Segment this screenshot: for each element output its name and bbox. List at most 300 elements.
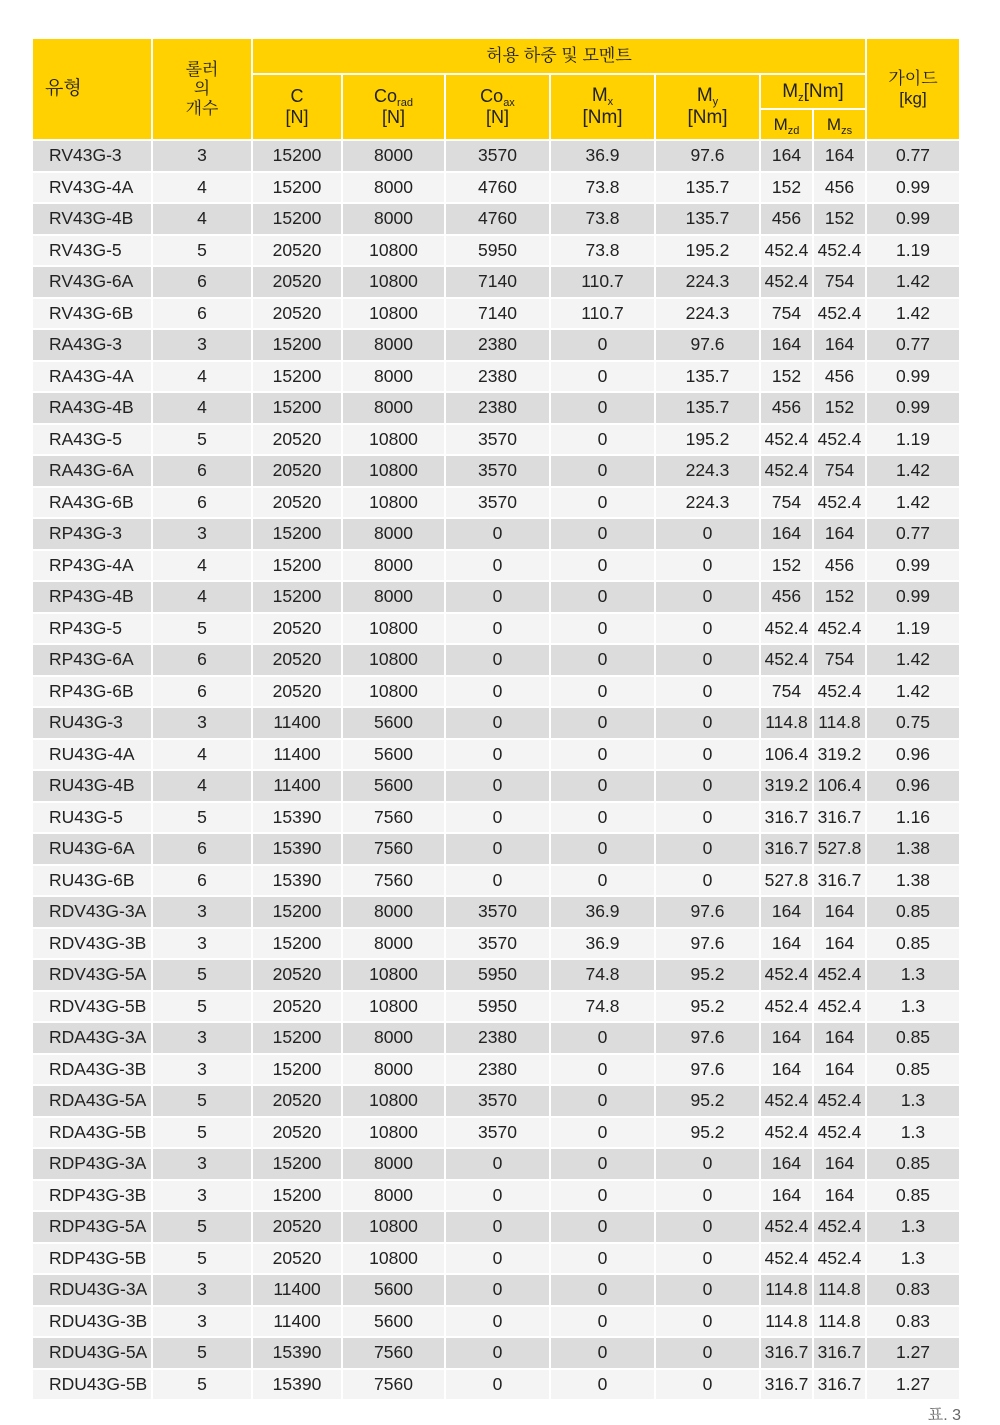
cell-mx: 73.8: [551, 173, 656, 205]
cell-coax: 3570: [446, 425, 551, 457]
cell-c: 15200: [253, 173, 343, 205]
cell-mx: 0: [551, 551, 656, 583]
table-row: [33, 362, 961, 394]
table-row: [33, 803, 961, 835]
cell-rollers: 4: [153, 393, 253, 425]
cell-mzs: 452.4: [814, 677, 867, 709]
cell-rollers: 3: [153, 929, 253, 961]
cell-rollers: 6: [153, 488, 253, 520]
cell-weight: 1.27: [867, 1338, 961, 1370]
table-row: [33, 551, 961, 583]
cell-type: RP43G-6B: [33, 677, 153, 709]
cell-type: RDA43G-5B: [33, 1118, 153, 1150]
cell-type: RV43G-4A: [33, 173, 153, 205]
cell-rollers: 3: [153, 1055, 253, 1087]
cell-mzd: 164: [761, 330, 814, 362]
cell-mzd: 754: [761, 488, 814, 520]
cell-corad: 8000: [343, 551, 446, 583]
cell-corad: 7560: [343, 803, 446, 835]
cell-rollers: 6: [153, 866, 253, 898]
cell-mzs: 452.4: [814, 1118, 867, 1150]
table-row: [33, 330, 961, 362]
cell-type: RDU43G-3A: [33, 1275, 153, 1307]
cell-mx: 0: [551, 614, 656, 646]
cell-mx: 0: [551, 456, 656, 488]
cell-mzs: 452.4: [814, 425, 867, 457]
cell-coax: 0: [446, 551, 551, 583]
cell-coax: 2380: [446, 330, 551, 362]
cell-mx: 0: [551, 519, 656, 551]
table-row: [33, 1149, 961, 1181]
cell-corad: 8000: [343, 519, 446, 551]
cell-weight: 0.99: [867, 582, 961, 614]
cell-c: 20520: [253, 1212, 343, 1244]
cell-rollers: 3: [153, 141, 253, 173]
cell-mx: 0: [551, 677, 656, 709]
cell-my: 0: [656, 1212, 761, 1244]
cell-type: RA43G-6B: [33, 488, 153, 520]
cell-rollers: 3: [153, 1181, 253, 1213]
header-mzd: $M_{zd}$: [761, 110, 814, 141]
cell-weight: 0.85: [867, 1023, 961, 1055]
cell-type: RDV43G-5B: [33, 992, 153, 1024]
cell-mzs: 452.4: [814, 1244, 867, 1276]
cell-rollers: 5: [153, 803, 253, 835]
table-row: [33, 1338, 961, 1370]
cell-corad: 10800: [343, 992, 446, 1024]
cell-my: 0: [656, 614, 761, 646]
cell-corad: 5600: [343, 740, 446, 772]
cell-mx: 0: [551, 708, 656, 740]
header-guide-weight: 가이드 [kg]: [867, 39, 961, 141]
cell-weight: 1.19: [867, 236, 961, 268]
cell-type: RV43G-6A: [33, 267, 153, 299]
cell-mzd: 452.4: [761, 236, 814, 268]
cell-corad: 8000: [343, 1023, 446, 1055]
cell-my: 97.6: [656, 929, 761, 961]
table-row: [33, 1181, 961, 1213]
cell-coax: 3570: [446, 488, 551, 520]
cell-weight: 0.83: [867, 1307, 961, 1339]
cell-mzd: 164: [761, 519, 814, 551]
cell-coax: 0: [446, 1244, 551, 1276]
cell-mx: 0: [551, 1370, 656, 1402]
cell-coax: 4760: [446, 204, 551, 236]
cell-mzd: 152: [761, 173, 814, 205]
cell-mzd: 316.7: [761, 803, 814, 835]
cell-mx: 0: [551, 1244, 656, 1276]
cell-coax: 3570: [446, 141, 551, 173]
cell-mzs: 754: [814, 456, 867, 488]
header-roller-count: 롤러 의 개수: [153, 39, 253, 141]
cell-c: 15200: [253, 519, 343, 551]
table-caption: 표. 3: [927, 1407, 961, 1424]
cell-my: 0: [656, 708, 761, 740]
cell-coax: 3570: [446, 456, 551, 488]
cell-c: 20520: [253, 1244, 343, 1276]
cell-type: RU43G-4B: [33, 771, 153, 803]
cell-mzs: 754: [814, 267, 867, 299]
cell-coax: 4760: [446, 173, 551, 205]
table-row: [33, 677, 961, 709]
cell-corad: 8000: [343, 1149, 446, 1181]
cell-mzd: 456: [761, 204, 814, 236]
cell-weight: 1.3: [867, 1086, 961, 1118]
cell-coax: 0: [446, 1307, 551, 1339]
table-row: [33, 488, 961, 520]
header-mzs: $M_{zs}$: [814, 110, 867, 141]
cell-type: RA43G-6A: [33, 456, 153, 488]
cell-c: 20520: [253, 299, 343, 331]
cell-weight: 1.3: [867, 992, 961, 1024]
cell-mzd: 452.4: [761, 1212, 814, 1244]
cell-weight: 1.42: [867, 645, 961, 677]
cell-type: RDP43G-3B: [33, 1181, 153, 1213]
cell-c: 20520: [253, 614, 343, 646]
cell-c: 11400: [253, 708, 343, 740]
cell-my: 0: [656, 677, 761, 709]
cell-weight: 0.77: [867, 330, 961, 362]
cell-type: RP43G-5: [33, 614, 153, 646]
cell-mzd: 316.7: [761, 834, 814, 866]
cell-mzs: 452.4: [814, 236, 867, 268]
cell-rollers: 6: [153, 456, 253, 488]
cell-coax: 2380: [446, 1055, 551, 1087]
cell-corad: 10800: [343, 267, 446, 299]
cell-type: RP43G-6A: [33, 645, 153, 677]
cell-c: 15200: [253, 1055, 343, 1087]
cell-c: 11400: [253, 1307, 343, 1339]
cell-corad: 10800: [343, 425, 446, 457]
cell-c: 15200: [253, 330, 343, 362]
cell-my: 0: [656, 740, 761, 772]
cell-coax: 0: [446, 1212, 551, 1244]
cell-my: 0: [656, 1181, 761, 1213]
table-row: [33, 1244, 961, 1276]
cell-c: 20520: [253, 456, 343, 488]
table-row: [33, 645, 961, 677]
cell-weight: 0.77: [867, 519, 961, 551]
cell-mzd: 164: [761, 1181, 814, 1213]
cell-rollers: 6: [153, 299, 253, 331]
cell-c: 15200: [253, 362, 343, 394]
cell-mzd: 456: [761, 582, 814, 614]
cell-weight: 0.85: [867, 929, 961, 961]
cell-corad: 10800: [343, 960, 446, 992]
cell-type: RP43G-4A: [33, 551, 153, 583]
cell-mzd: 164: [761, 1023, 814, 1055]
cell-mzs: 164: [814, 1023, 867, 1055]
cell-c: 15200: [253, 393, 343, 425]
table-body: [33, 141, 961, 1401]
cell-coax: 2380: [446, 1023, 551, 1055]
header-c: C [N]: [253, 75, 343, 141]
cell-mzs: 106.4: [814, 771, 867, 803]
cell-mzs: 114.8: [814, 1307, 867, 1339]
table-row: [33, 1086, 961, 1118]
cell-mzd: 316.7: [761, 1338, 814, 1370]
cell-mzd: 754: [761, 299, 814, 331]
header-my: $M_y$ [Nm]: [656, 75, 761, 141]
cell-mzd: 152: [761, 551, 814, 583]
cell-weight: 1.42: [867, 488, 961, 520]
cell-c: 20520: [253, 1086, 343, 1118]
header-corad: $Co_{rad}$ [N]: [343, 75, 446, 141]
cell-c: 15200: [253, 141, 343, 173]
cell-mzd: 164: [761, 1055, 814, 1087]
cell-coax: 3570: [446, 897, 551, 929]
cell-mx: 0: [551, 1212, 656, 1244]
cell-coax: 2380: [446, 362, 551, 394]
table-row: [33, 141, 961, 173]
cell-mzs: 452.4: [814, 299, 867, 331]
cell-weight: 0.85: [867, 897, 961, 929]
cell-mzd: 452.4: [761, 267, 814, 299]
cell-rollers: 4: [153, 740, 253, 772]
cell-mx: 73.8: [551, 236, 656, 268]
table-row: [33, 267, 961, 299]
cell-type: RDA43G-3B: [33, 1055, 153, 1087]
cell-rollers: 5: [153, 236, 253, 268]
cell-coax: 0: [446, 803, 551, 835]
table-row: [33, 929, 961, 961]
cell-c: 15200: [253, 897, 343, 929]
cell-corad: 8000: [343, 393, 446, 425]
cell-c: 15390: [253, 1370, 343, 1402]
cell-my: 195.2: [656, 425, 761, 457]
table-row: [33, 173, 961, 205]
cell-weight: 0.96: [867, 771, 961, 803]
cell-corad: 7560: [343, 1370, 446, 1402]
cell-rollers: 3: [153, 1023, 253, 1055]
cell-mzs: 164: [814, 1149, 867, 1181]
cell-weight: 1.38: [867, 834, 961, 866]
cell-corad: 8000: [343, 1055, 446, 1087]
cell-corad: 10800: [343, 456, 446, 488]
cell-weight: 1.3: [867, 1244, 961, 1276]
cell-weight: 0.77: [867, 141, 961, 173]
cell-type: RDU43G-5A: [33, 1338, 153, 1370]
cell-mzs: 164: [814, 1055, 867, 1087]
cell-mzd: 114.8: [761, 708, 814, 740]
cell-weight: 1.19: [867, 425, 961, 457]
cell-my: 0: [656, 645, 761, 677]
cell-rollers: 4: [153, 771, 253, 803]
table-row: [33, 1055, 961, 1087]
cell-weight: 1.3: [867, 1212, 961, 1244]
cell-coax: 3570: [446, 929, 551, 961]
cell-my: 97.6: [656, 1023, 761, 1055]
cell-mx: 110.7: [551, 299, 656, 331]
cell-weight: 1.42: [867, 267, 961, 299]
cell-my: 0: [656, 1275, 761, 1307]
cell-mx: 0: [551, 362, 656, 394]
cell-mzs: 164: [814, 330, 867, 362]
cell-my: 0: [656, 771, 761, 803]
cell-rollers: 6: [153, 834, 253, 866]
cell-c: 20520: [253, 677, 343, 709]
cell-coax: 0: [446, 740, 551, 772]
cell-c: 20520: [253, 992, 343, 1024]
cell-my: 195.2: [656, 236, 761, 268]
cell-rollers: 5: [153, 1338, 253, 1370]
cell-c: 15390: [253, 866, 343, 898]
cell-mzs: 456: [814, 173, 867, 205]
cell-c: 15200: [253, 1023, 343, 1055]
cell-mzs: 164: [814, 897, 867, 929]
cell-corad: 7560: [343, 834, 446, 866]
cell-corad: 8000: [343, 582, 446, 614]
cell-weight: 1.42: [867, 677, 961, 709]
cell-mzd: 527.8: [761, 866, 814, 898]
cell-my: 0: [656, 551, 761, 583]
cell-rollers: 5: [153, 1212, 253, 1244]
cell-mx: 0: [551, 834, 656, 866]
cell-rollers: 5: [153, 614, 253, 646]
cell-my: 135.7: [656, 393, 761, 425]
cell-mzs: 164: [814, 1181, 867, 1213]
cell-mx: 0: [551, 1023, 656, 1055]
cell-mx: 0: [551, 645, 656, 677]
cell-mzs: 164: [814, 141, 867, 173]
table-row: [33, 1118, 961, 1150]
cell-my: 0: [656, 1149, 761, 1181]
cell-mx: 0: [551, 425, 656, 457]
cell-my: 224.3: [656, 488, 761, 520]
cell-c: 20520: [253, 425, 343, 457]
cell-mzd: 164: [761, 897, 814, 929]
cell-coax: 5950: [446, 960, 551, 992]
cell-corad: 7560: [343, 1338, 446, 1370]
table-row: [33, 425, 961, 457]
cell-type: RDP43G-3A: [33, 1149, 153, 1181]
cell-mx: 74.8: [551, 992, 656, 1024]
cell-rollers: 6: [153, 267, 253, 299]
cell-my: 224.3: [656, 299, 761, 331]
table-row: [33, 834, 961, 866]
cell-corad: 10800: [343, 645, 446, 677]
cell-mzs: 452.4: [814, 488, 867, 520]
header-coax: $Co_{ax}$ [N]: [446, 75, 551, 141]
cell-rollers: 4: [153, 582, 253, 614]
cell-coax: 0: [446, 1181, 551, 1213]
table-row: [33, 1023, 961, 1055]
cell-c: 20520: [253, 488, 343, 520]
cell-rollers: 5: [153, 425, 253, 457]
cell-rollers: 5: [153, 1244, 253, 1276]
table-row: [33, 582, 961, 614]
cell-coax: 0: [446, 771, 551, 803]
cell-c: 20520: [253, 267, 343, 299]
header-permissible-loads: 허용 하중 및 모멘트: [253, 39, 867, 75]
cell-mx: 0: [551, 1338, 656, 1370]
cell-my: 135.7: [656, 204, 761, 236]
cell-mx: 0: [551, 740, 656, 772]
cell-c: 15200: [253, 204, 343, 236]
cell-corad: 8000: [343, 362, 446, 394]
cell-my: 0: [656, 582, 761, 614]
cell-mzs: 452.4: [814, 614, 867, 646]
cell-coax: 0: [446, 1149, 551, 1181]
cell-my: 0: [656, 519, 761, 551]
cell-weight: 0.99: [867, 393, 961, 425]
table-row: [33, 1212, 961, 1244]
table-row: [33, 1370, 961, 1402]
cell-my: 224.3: [656, 456, 761, 488]
cell-mzd: 164: [761, 141, 814, 173]
cell-mzd: 114.8: [761, 1275, 814, 1307]
cell-corad: 8000: [343, 1181, 446, 1213]
table-row: [33, 1307, 961, 1339]
table-row: [33, 236, 961, 268]
cell-corad: 10800: [343, 1212, 446, 1244]
cell-mzs: 452.4: [814, 1086, 867, 1118]
cell-coax: 0: [446, 582, 551, 614]
table-row: [33, 393, 961, 425]
cell-mx: 36.9: [551, 929, 656, 961]
cell-weight: 1.19: [867, 614, 961, 646]
cell-mzs: 527.8: [814, 834, 867, 866]
cell-my: 95.2: [656, 992, 761, 1024]
spec-table-container: [33, 39, 961, 1401]
cell-corad: 5600: [343, 1307, 446, 1339]
cell-corad: 5600: [343, 1275, 446, 1307]
cell-coax: 0: [446, 1275, 551, 1307]
cell-corad: 10800: [343, 1118, 446, 1150]
cell-weight: 1.38: [867, 866, 961, 898]
cell-corad: 8000: [343, 173, 446, 205]
cell-my: 0: [656, 1338, 761, 1370]
cell-my: 97.6: [656, 141, 761, 173]
table-row: [33, 204, 961, 236]
cell-mx: 0: [551, 1055, 656, 1087]
cell-my: 95.2: [656, 1086, 761, 1118]
cell-type: RDU43G-5B: [33, 1370, 153, 1402]
cell-mzd: 152: [761, 362, 814, 394]
cell-rollers: 5: [153, 1370, 253, 1402]
cell-coax: 0: [446, 1370, 551, 1402]
cell-mzs: 152: [814, 582, 867, 614]
cell-corad: 10800: [343, 236, 446, 268]
cell-c: 15200: [253, 551, 343, 583]
cell-corad: 5600: [343, 771, 446, 803]
cell-corad: 10800: [343, 614, 446, 646]
cell-mzd: 452.4: [761, 456, 814, 488]
cell-mx: 0: [551, 1118, 656, 1150]
cell-type: RA43G-4B: [33, 393, 153, 425]
cell-c: 15390: [253, 834, 343, 866]
cell-mzs: 452.4: [814, 992, 867, 1024]
cell-my: 0: [656, 1370, 761, 1402]
cell-type: RDV43G-5A: [33, 960, 153, 992]
cell-coax: 0: [446, 834, 551, 866]
cell-mzd: 452.4: [761, 1086, 814, 1118]
cell-weight: 0.75: [867, 708, 961, 740]
cell-mzs: 754: [814, 645, 867, 677]
cell-weight: 0.99: [867, 173, 961, 205]
header-mx: $M_x$ [Nm]: [551, 75, 656, 141]
cell-mzs: 456: [814, 551, 867, 583]
cell-rollers: 4: [153, 551, 253, 583]
cell-weight: 0.85: [867, 1149, 961, 1181]
table-row: [33, 456, 961, 488]
cell-mzd: 319.2: [761, 771, 814, 803]
cell-mx: 0: [551, 771, 656, 803]
cell-mzd: 114.8: [761, 1307, 814, 1339]
cell-my: 95.2: [656, 960, 761, 992]
cell-corad: 8000: [343, 204, 446, 236]
cell-mzs: 316.7: [814, 866, 867, 898]
